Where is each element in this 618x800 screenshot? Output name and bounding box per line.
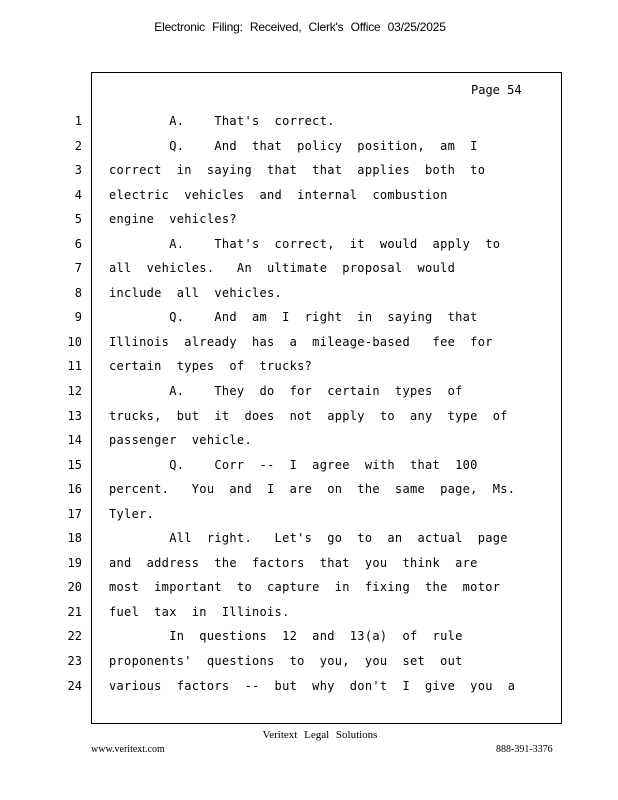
- transcript-line: proponents' questions to you, you set out: [109, 654, 463, 669]
- line-number: 20: [67, 580, 82, 595]
- transcript-line: A. That's correct, it would apply to: [109, 236, 501, 251]
- footer-company: Veritext Legal Solutions: [262, 729, 378, 741]
- page-number: Page 54: [471, 83, 522, 97]
- line-number: 17: [67, 506, 82, 521]
- line-number: 2: [74, 138, 82, 153]
- transcript-line: passenger vehicle.: [109, 433, 252, 448]
- line-number: 1: [74, 114, 82, 128]
- line-number: 7: [74, 261, 82, 276]
- transcript-line: Illinois already has a mileage-based fee for: [109, 334, 493, 349]
- transcript-line: certain types of trucks?: [109, 359, 313, 374]
- line-number: 15: [67, 457, 82, 472]
- line-number: 3: [74, 163, 82, 178]
- line-number: 19: [67, 555, 82, 570]
- line-number: 11: [67, 359, 82, 374]
- line-number: 16: [67, 482, 82, 497]
- transcript-line: all vehicles. An ultimate proposal would: [109, 261, 456, 276]
- transcript-line: Q. Corr -- I agree with that 100: [109, 457, 478, 472]
- transcript-line: All right. Let's go to an actual page: [109, 531, 508, 546]
- transcript-line: In questions 12 and 13(a) of rule: [109, 629, 463, 644]
- transcript-body: [109, 113, 549, 702]
- filing-header: Electronic Filing: Received, Clerk's Office 03/25/2025: [154, 20, 446, 34]
- transcript-line: engine vehicles?: [109, 212, 237, 227]
- footer-phone: 888-391-3376: [496, 744, 553, 755]
- line-number-column: [40, 113, 82, 702]
- transcript-line: most important to capture in fixing the motor: [109, 580, 501, 595]
- transcript-line: fuel tax in Illinois.: [109, 604, 290, 619]
- line-number: 13: [67, 408, 82, 423]
- transcript-line: various factors -- but why don't I give you a: [109, 678, 516, 693]
- line-number: 9: [74, 310, 82, 325]
- line-number: 22: [67, 629, 82, 644]
- line-number: 4: [74, 187, 82, 202]
- transcript-line: and address the factors that you think are: [109, 555, 478, 570]
- line-number: 23: [67, 654, 82, 669]
- line-number: 12: [67, 384, 82, 399]
- line-number: 5: [74, 212, 82, 227]
- transcript-line: Q. And that policy position, am I: [109, 138, 478, 153]
- transcript-line: Q. And am I right in saying that: [109, 310, 478, 325]
- line-number: 14: [67, 433, 82, 448]
- transcript-line: correct in saying that that applies both to: [109, 163, 486, 178]
- transcript-line: A. That's correct.: [109, 114, 335, 128]
- line-number: 6: [74, 236, 82, 251]
- transcript-line: trucks, but it does not apply to any type of: [109, 408, 508, 423]
- transcript-line: Tyler.: [109, 506, 155, 521]
- line-number: 24: [67, 678, 82, 693]
- transcript-line: include all vehicles.: [109, 285, 283, 300]
- transcript-line: A. They do for certain types of: [109, 384, 463, 399]
- line-number: 18: [67, 531, 82, 546]
- line-number: 10: [67, 334, 82, 349]
- footer-website: www.veritext.com: [91, 744, 165, 755]
- line-number: 21: [67, 604, 82, 619]
- transcript-line: percent. You and I are on the same page, Ms.: [109, 482, 516, 497]
- transcript-line: electric vehicles and internal combustion: [109, 187, 448, 202]
- line-number: 8: [74, 285, 82, 300]
